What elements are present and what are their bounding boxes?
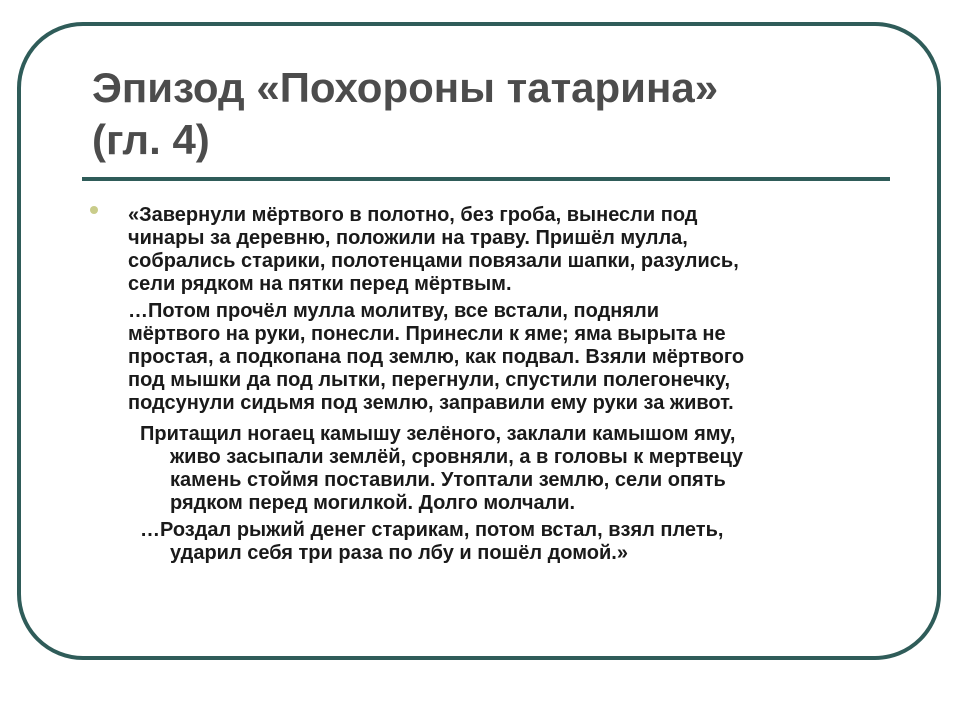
quote-paragraph-3 (140, 423, 743, 515)
bullet-icon (90, 206, 98, 214)
text-line: ударил себя три раза по лбу и пошёл домой.» (170, 542, 628, 564)
quote-paragraph-2 (128, 300, 744, 415)
title-line-2: (гл. 4) (92, 116, 210, 163)
text-line: собрались старики, полотенцами повязали шапки, разулись, (128, 250, 739, 272)
text-line: Притащил ногаец камышу зелёного, заклали камышом яму, (140, 423, 736, 445)
quote-paragraph-4 (140, 519, 723, 565)
text-line: «Завернули мёртвого в полотно, без гроба, вынесли под (128, 204, 698, 226)
text-line: под мышки да под лытки, перегнули, спустили полегонечку, (128, 369, 731, 391)
text-line: …Потом прочёл мулла молитву, все встали, подняли (128, 300, 660, 322)
text-line: камень стоймя поставили. Утоптали землю, сели опять (170, 469, 726, 491)
text-line: сели рядком на пятки перед мёртвым. (128, 273, 512, 295)
text-line: рядком перед могилкой. Долго молчали. (170, 492, 576, 514)
text-line: мёртвого на руки, понесли. Принесли к яме; яма вырыта не (128, 323, 726, 345)
text-line: простая, а подкопана под землю, как подвал. Взяли мёртвого (128, 346, 745, 368)
text-line: …Роздал рыжий денег старикам, потом встал, взял плеть, (140, 519, 724, 541)
title-line-1: Эпизод «Похороны татарина» (92, 64, 719, 111)
quote-paragraph-1 (128, 204, 739, 296)
text-line: живо засыпали землёй, сровняли, а в головы к мертвецу (170, 446, 744, 468)
text-line: подсунули сидьмя под землю, заправили ему руки за живот. (128, 392, 734, 414)
text-line: чинары за деревню, положили на траву. Пришёл мулла, (128, 227, 688, 249)
